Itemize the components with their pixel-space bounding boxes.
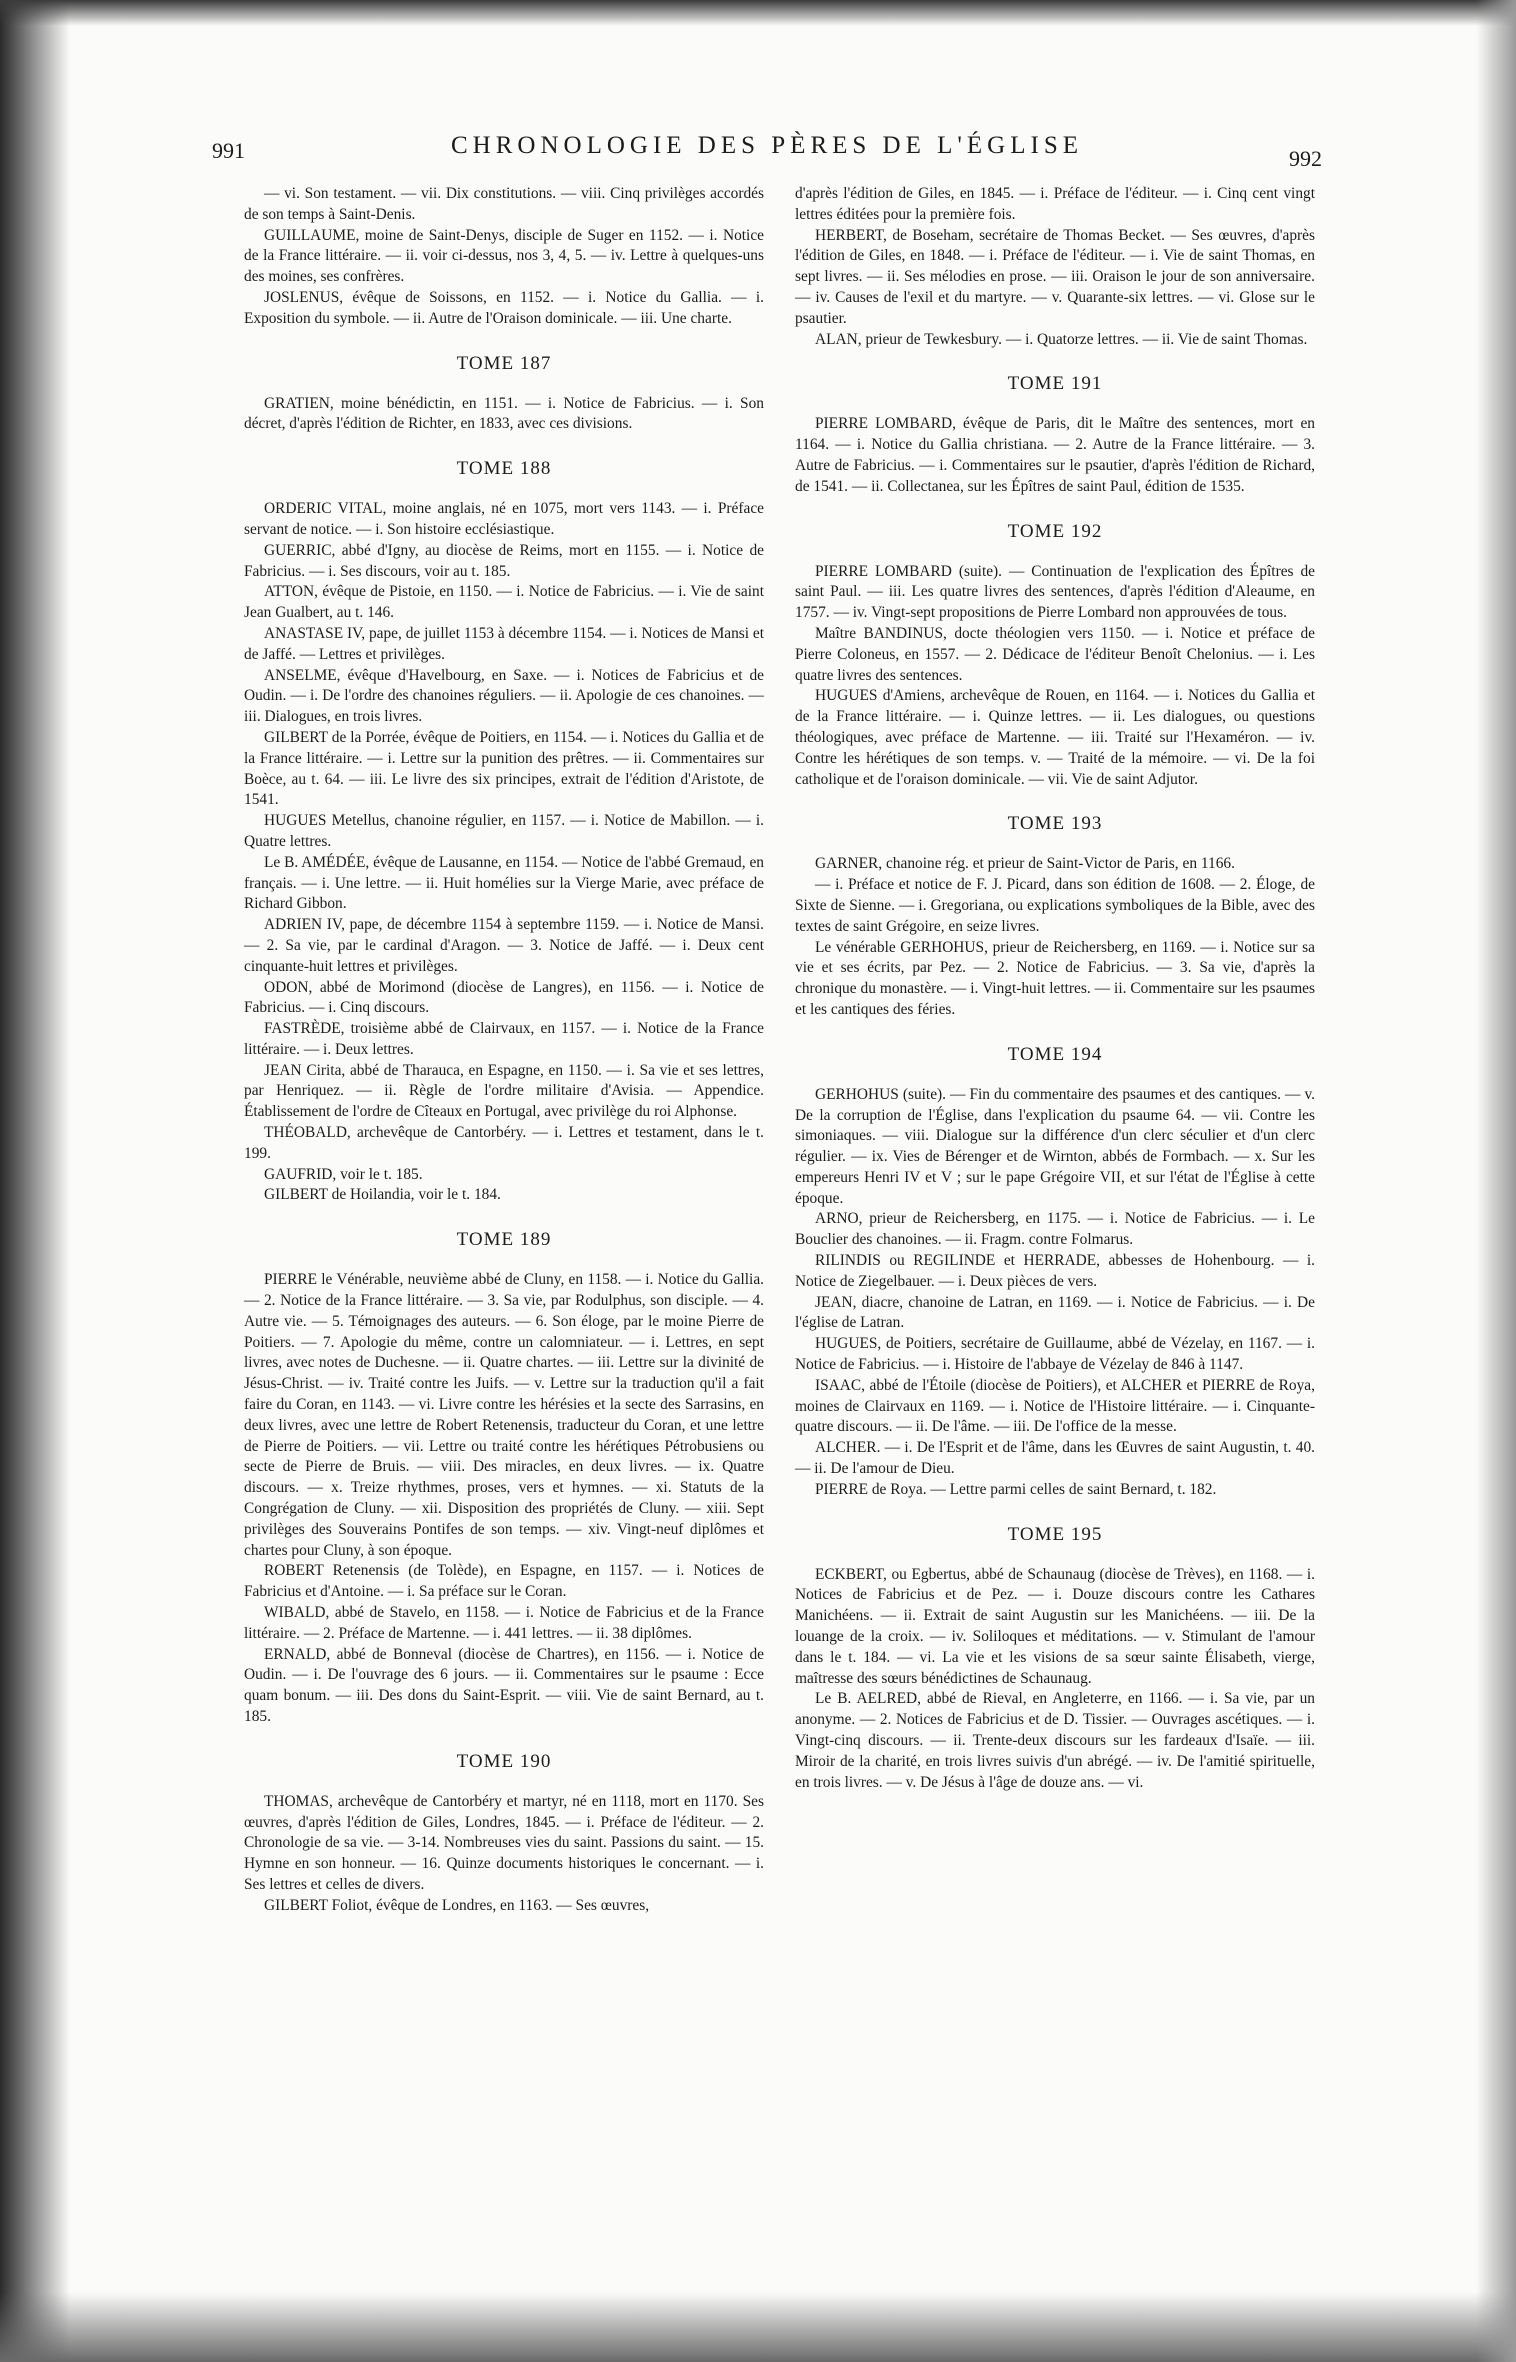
entry-paragraph: ARNO, prieur de Reichersberg, en 1175. — i. Notice de Fabricius. — i. Le Bouclier des chanoines. — ii. Fragm. contre Folmarus.	[795, 1210, 1315, 1249]
page-number-right: 992	[1289, 146, 1322, 171]
entry-paragraph: GILBERT de la Porrée, évêque de Poitiers, en 1154. — i. Notices du Gallia et de la France littéraire. — i. Lettre sur la punition des prêtres. — ii. Commentaires sur Boèce, au t. 64. — iii. Le livre des six principes, extrait de l'édition d'Aristote, de 1541.	[244, 728, 764, 809]
entry-paragraph: ALCHER. — i. De l'Esprit et de l'âme, dans les Œuvres de saint Augustin, t. 40. — ii. De l'amour de Dieu.	[795, 1439, 1315, 1478]
scan-shadow-bottom	[0, 2292, 1516, 2362]
entry-paragraph: GAUFRID, voir le t. 185.	[264, 1165, 423, 1183]
left-column	[244, 184, 764, 1917]
entry-paragraph: HUGUES d'Amiens, archevêque de Rouen, en 1164. — i. Notices du Gallia et de la France littéraire. — i. Quinze lettres. — ii. Les dialogues, ou questions théologiques, avec préface de Martenne. — iii. Traité sur l'Hexaméron. — iv. Contre les hérétiques de son temps. v. — Traité de la mémoire. — vi. De la foi catholique et de l'oraison dominicale. — vii. Vie de saint Adjutor.	[795, 687, 1315, 788]
running-header	[212, 132, 1322, 171]
running-title: CHRONOLOGIE DES PÈRES DE L'ÉGLISE	[451, 132, 1083, 159]
entry-paragraph: ISAAC, abbé de l'Étoile (diocèse de Poitiers), et ALCHER et PIERRE de Roya, moines de Clairvaux en 1169. — i. Notice de l'Histoire littéraire. — i. Cinquante-quatre discours. — ii. De l'âme. — iii. De l'office de la messe.	[795, 1376, 1315, 1436]
tome-heading: TOME 191	[1007, 373, 1103, 395]
entry-paragraph: GERHOHUS (suite). — Fin du commentaire des psaumes et des cantiques. — v. De la corruption de l'Église, dans l'explication du psaume 64. — vii. Contre les simoniaques. — viii. Dialogue sur la différence d'un clerc séculier et d'un clerc régulier. — ix. Vies de Bérenger et de Wirnton, abbés de Formbach. — x. Sur les empereurs Henri IV et V ; sur le pape Grégoire VII, et sur l'état de l'Église à cette époque.	[795, 1085, 1315, 1207]
entry-paragraph: JEAN Cirita, abbé de Tharauca, en Espagne, en 1150. — i. Sa vie et ses lettres, par Henriquez. — ii. Règle de l'ordre militaire d'Avisia. — Appendice. Établissement de l'ordre de Cîteaux en Portugal, avec privilège du roi Alphonse.	[244, 1061, 764, 1121]
entry-paragraph: PIERRE le Vénérable, neuvième abbé de Cluny, en 1158. — i. Notice du Gallia. — 2. Notice de la France littéraire. — 3. Sa vie, par Rodulphus, son disciple. — 4. Autre vie. — 5. Témoignages des auteurs. — 6. Son éloge, par le moine Pierre de Poitiers. — 7. Apologie du même, contre un calomniateur. — i. Lettres, en sept livres, avec notes de Duchesne. — ii. Quatre chartes. — iii. Lettre sur la divinité de Jésus-Christ. — iv. Traité contre les Juifs. — v. Lettre sur la traduction qu'il a fait faire du Coran, en 1143. — vi. Livre contre les hérésies et la secte des Sarrasins, en deux livres, avec une lettre de Robert Retenensis, traducteur du Coran, et une lettre de Pierre de Poitiers. — vii. Lettre ou traité contre les hérétiques Pétrobusiens ou secte de Pierre de Bruis. — viii. Des miracles, en deux livres. — ix. Quatre discours. — x. Treize rhythmes, proses, vers et hymnes. — xi. Statuts de la Congrégation de Cluny. — xii. Disposition des propriétés de Cluny. — xiii. Sept privilèges des Souverains Pontifes de son temps. — xiv. Vingt-neuf diplômes et chartes pour Cluny, à son époque.	[244, 1271, 764, 1559]
entry-paragraph: ROBERT Retenensis (de Tolède), en Espagne, en 1157. — i. Notices de Fabricius et d'Antoine. — i. Sa préface sur le Coran.	[244, 1562, 764, 1601]
entry-paragraph: GILBERT Foliot, évêque de Londres, en 1163. — Ses œuvres,	[264, 1896, 650, 1914]
entry-paragraph: GUILLAUME, moine de Saint-Denys, disciple de Suger en 1152. — i. Notice de la France littéraire. — ii. voir ci-dessus, nos 3, 4, 5. — iv. Lettre à quelques-uns des moines, ses confrères.	[244, 226, 764, 286]
entry-paragraph: FASTRÈDE, troisième abbé de Clairvaux, en 1157. — i. Notice de la France littéraire. — i. Deux lettres.	[244, 1020, 764, 1058]
entry-paragraph: — vi. Son testament. — vii. Dix constitutions. — viii. Cinq privilèges accordés de son temps à Saint-Denis.	[244, 185, 764, 223]
entry-paragraph: GUERRIC, abbé d'Igny, au diocèse de Reims, mort en 1155. — i. Notice de Fabricius. — i. Ses discours, voir au t. 185.	[244, 541, 764, 580]
entry-paragraph: Le B. AELRED, abbé de Rieval, en Angleterre, en 1166. — i. Sa vie, par un anonyme. — 2. Notices de Fabricius et de D. Tissier. — Ouvrages ascétiques. — i. Vingt-cinq discours. — ii. Trente-deux discours sur les fardeaux d'Isaïe. — iii. Miroir de la charité, en trois livres suivis d'un abrégé. — iv. De l'amitié spirituelle, en trois livres. — v. De Jésus à l'âge de douze ans. — vi.	[795, 1690, 1315, 1791]
tome-heading: TOME 193	[1007, 813, 1103, 835]
entry-paragraph: HERBERT, de Boseham, secrétaire de Thomas Becket. — Ses œuvres, d'après l'édition de Giles, en 1848. — i. Préface de l'éditeur. — i. Vie de saint Thomas, en sept livres. — ii. Ses mélodies en prose. — iii. Oraison le jour de son anniversaire. — iv. Causes de l'exil et du martyre. — v. Quarante-six lettres. — vi. Glose sur le psautier.	[795, 226, 1315, 327]
entry-paragraph: HUGUES, de Poitiers, secrétaire de Guillaume, abbé de Vézelay, en 1167. — i. Notice de Fabricius. — i. Histoire de l'abbaye de Vézelay de 846 à 1147.	[795, 1335, 1315, 1374]
tome-heading: TOME 190	[456, 1750, 552, 1772]
tome-heading: TOME 192	[1007, 520, 1103, 542]
entry-paragraph: ANSELME, évêque d'Havelbourg, en Saxe. — i. Notices de Fabricius et de Oudin. — i. De l'ordre des chanoines réguliers. — ii. Apologie de ces chanoines. — iii. Dialogues, en trois livres.	[244, 666, 764, 726]
scan-shadow-left	[0, 0, 70, 2362]
tome-heading: TOME 187	[456, 352, 552, 374]
entry-paragraph: — i. Préface et notice de F. J. Picard, dans son édition de 1608. — 2. Éloge, de Sixte de Sienne. — i. Gregoriana, ou explications symboliques de la Bible, avec des textes de saint Grégoire, en seize livres.	[795, 876, 1315, 935]
entry-paragraph: PIERRE de Roya. — Lettre parmi celles de saint Bernard, t. 182.	[815, 1480, 1217, 1498]
scan-shadow-right	[1476, 0, 1516, 2362]
entry-paragraph: ECKBERT, ou Egbertus, abbé de Schaunaug (diocèse de Trèves), en 1168. — i. Notices de Fabricius et de Pez. — i. Douze discours contre les Cathares Manichéens. — ii. Extrait de saint Augustin sur les Manichéens. — iii. De la louange de la croix. — iv. Soliloques et méditations. — v. Stimulant de l'amour dans le t. 184. — vi. La vie et les visions de sa sœur sainte Élisabeth, vierge, maîtresse des sœurs bénédictines de Schaunaug.	[795, 1565, 1315, 1687]
entry-paragraph: WIBALD, abbé de Stavelo, en 1158. — i. Notice de Fabricius et de la France littéraire. — 2. Préface de Martenne. — i. 441 lettres. — ii. 38 diplômes.	[244, 1604, 764, 1642]
entry-paragraph: ALAN, prieur de Tewkesbury. — i. Quatorze lettres. — ii. Vie de saint Thomas.	[815, 330, 1308, 348]
scan-shadow-top	[0, 0, 1516, 26]
entry-paragraph: JOSLENUS, évêque de Soissons, en 1152. — i. Notice du Gallia. — i. Exposition du symbole. — ii. Autre de l'Oraison dominicale. — iii. Une charte.	[244, 288, 764, 327]
tome-heading: TOME 195	[1007, 1523, 1103, 1545]
tome-heading: TOME 189	[456, 1229, 552, 1251]
entry-paragraph: GRATIEN, moine bénédictin, en 1151. — i. Notice de Fabricius. — i. Son décret, d'après l'édition de Richter, en 1833, avec ces divisions.	[244, 394, 764, 433]
entry-paragraph: HUGUES Metellus, chanoine régulier, en 1157. — i. Notice de Mabillon. — i. Quatre lettres.	[244, 812, 764, 850]
entry-paragraph: ODON, abbé de Morimond (diocèse de Langres), en 1156. — i. Notice de Fabricius. — i. Cinq discours.	[244, 978, 764, 1017]
entry-paragraph: PIERRE LOMBARD (suite). — Continuation de l'explication des Épîtres de saint Paul. — iii. Les quatre livres des sentences, d'après l'édition d'Aleaume, en 1757. — iv. Vingt-sept propositions de Pierre Lombard non approuvées de tous.	[795, 562, 1315, 622]
tome-heading: TOME 194	[1007, 1043, 1103, 1065]
entry-paragraph: ANASTASE IV, pape, de juillet 1153 à décembre 1154. — i. Notices de Mansi et de Jaffé. — Lettres et privilèges.	[244, 624, 764, 663]
entry-paragraph: GILBERT de Hoilandia, voir le t. 184.	[264, 1186, 501, 1204]
right-column	[795, 184, 1315, 1793]
page-number-left: 991	[212, 138, 245, 163]
entry-paragraph: Le B. AMÉDÉE, évêque de Lausanne, en 1154. — Notice de l'abbé Gremaud, en français. — i. Une lettre. — ii. Huit homélies sur la Vierge Marie, avec préface de Richard Gibbon.	[244, 853, 764, 913]
entry-paragraph: Maître BANDINUS, docte théologien vers 1150. — i. Notice et préface de Pierre Coloneus, en 1557. — 2. Dédicace de l'éditeur Benoît Chelonius. — i. Les quatre livres des sentences.	[795, 624, 1315, 684]
entry-paragraph: THÉOBALD, archevêque de Cantorbéry. — i. Lettres et testament, dans le t. 199.	[244, 1124, 764, 1162]
entry-paragraph: d'après l'édition de Giles, en 1845. — i. Préface de l'éditeur. — i. Cinq cent vingt lettres éditées pour la première fois.	[795, 185, 1315, 223]
entry-paragraph: RILINDIS ou REGILINDE et HERRADE, abbesses de Hohenbourg. — i. Notice de Ziegelbauer. — i. Deux pièces de vers.	[795, 1252, 1315, 1290]
entry-paragraph: ORDERIC VITAL, moine anglais, né en 1075, mort vers 1143. — i. Préface servant de notice. — i. Son histoire ecclésiastique.	[244, 500, 764, 538]
entry-paragraph: JEAN, diacre, chanoine de Latran, en 1169. — i. Notice de Fabricius. — i. De l'église de Latran.	[795, 1293, 1315, 1332]
tome-heading: TOME 188	[456, 458, 552, 480]
entry-paragraph: PIERRE LOMBARD, évêque de Paris, dit le Maître des sentences, mort en 1164. — i. Notice du Gallia christiana. — 2. Autre de la France littéraire. — 3. Autre de Fabricius. — i. Commentaires sur le psautier, d'après l'édition de Richard, de 1541. — ii. Collectanea, sur les Épîtres de saint Paul, édition de 1535.	[795, 415, 1315, 495]
entry-paragraph: ADRIEN IV, pape, de décembre 1154 à septembre 1159. — i. Notice de Mansi. — 2. Sa vie, par le cardinal d'Aragon. — 3. Notice de Jaffé. — i. Deux cent cinquante-huit lettres et privilèges.	[244, 916, 764, 975]
entry-paragraph: THOMAS, archevêque de Cantorbéry et martyr, né en 1118, mort en 1170. Ses œuvres, d'après l'édition de Giles, Londres, 1845. — i. Préface de l'éditeur. — 2. Chronologie de sa vie. — 3-14. Nombreuses vies du saint. Passions du saint. — 15. Hymne en son honneur. — 16. Quinze documents historiques le concernant. — i. Ses lettres et celles de divers.	[244, 1792, 764, 1893]
entry-paragraph: Le vénérable GERHOHUS, prieur de Reichersberg, en 1169. — i. Notice sur sa vie et ses écrits, par Pez. — 2. Notice de Fabricius. — 3. Sa vie, d'après la chronique du monastère. — i. Vingt-huit lettres. — ii. Commentaire sur les psaumes et les cantiques des féries.	[795, 938, 1315, 1018]
entry-paragraph: ATTON, évêque de Pistoie, en 1150. — i. Notice de Fabricius. — i. Vie de saint Jean Gualbert, au t. 146.	[244, 583, 764, 622]
entry-paragraph: ERNALD, abbé de Bonneval (diocèse de Chartres), en 1156. — i. Notice de Oudin. — i. De l'ouvrage des 6 jours. — ii. Commentaires sur le psaume : Ecce quam bonum. — iii. Des dons du Saint-Esprit. — viii. Vie de saint Bernard, au t. 185.	[244, 1645, 764, 1725]
entry-paragraph: GARNER, chanoine rég. et prieur de Saint-Victor de Paris, en 1166.	[815, 855, 1235, 873]
